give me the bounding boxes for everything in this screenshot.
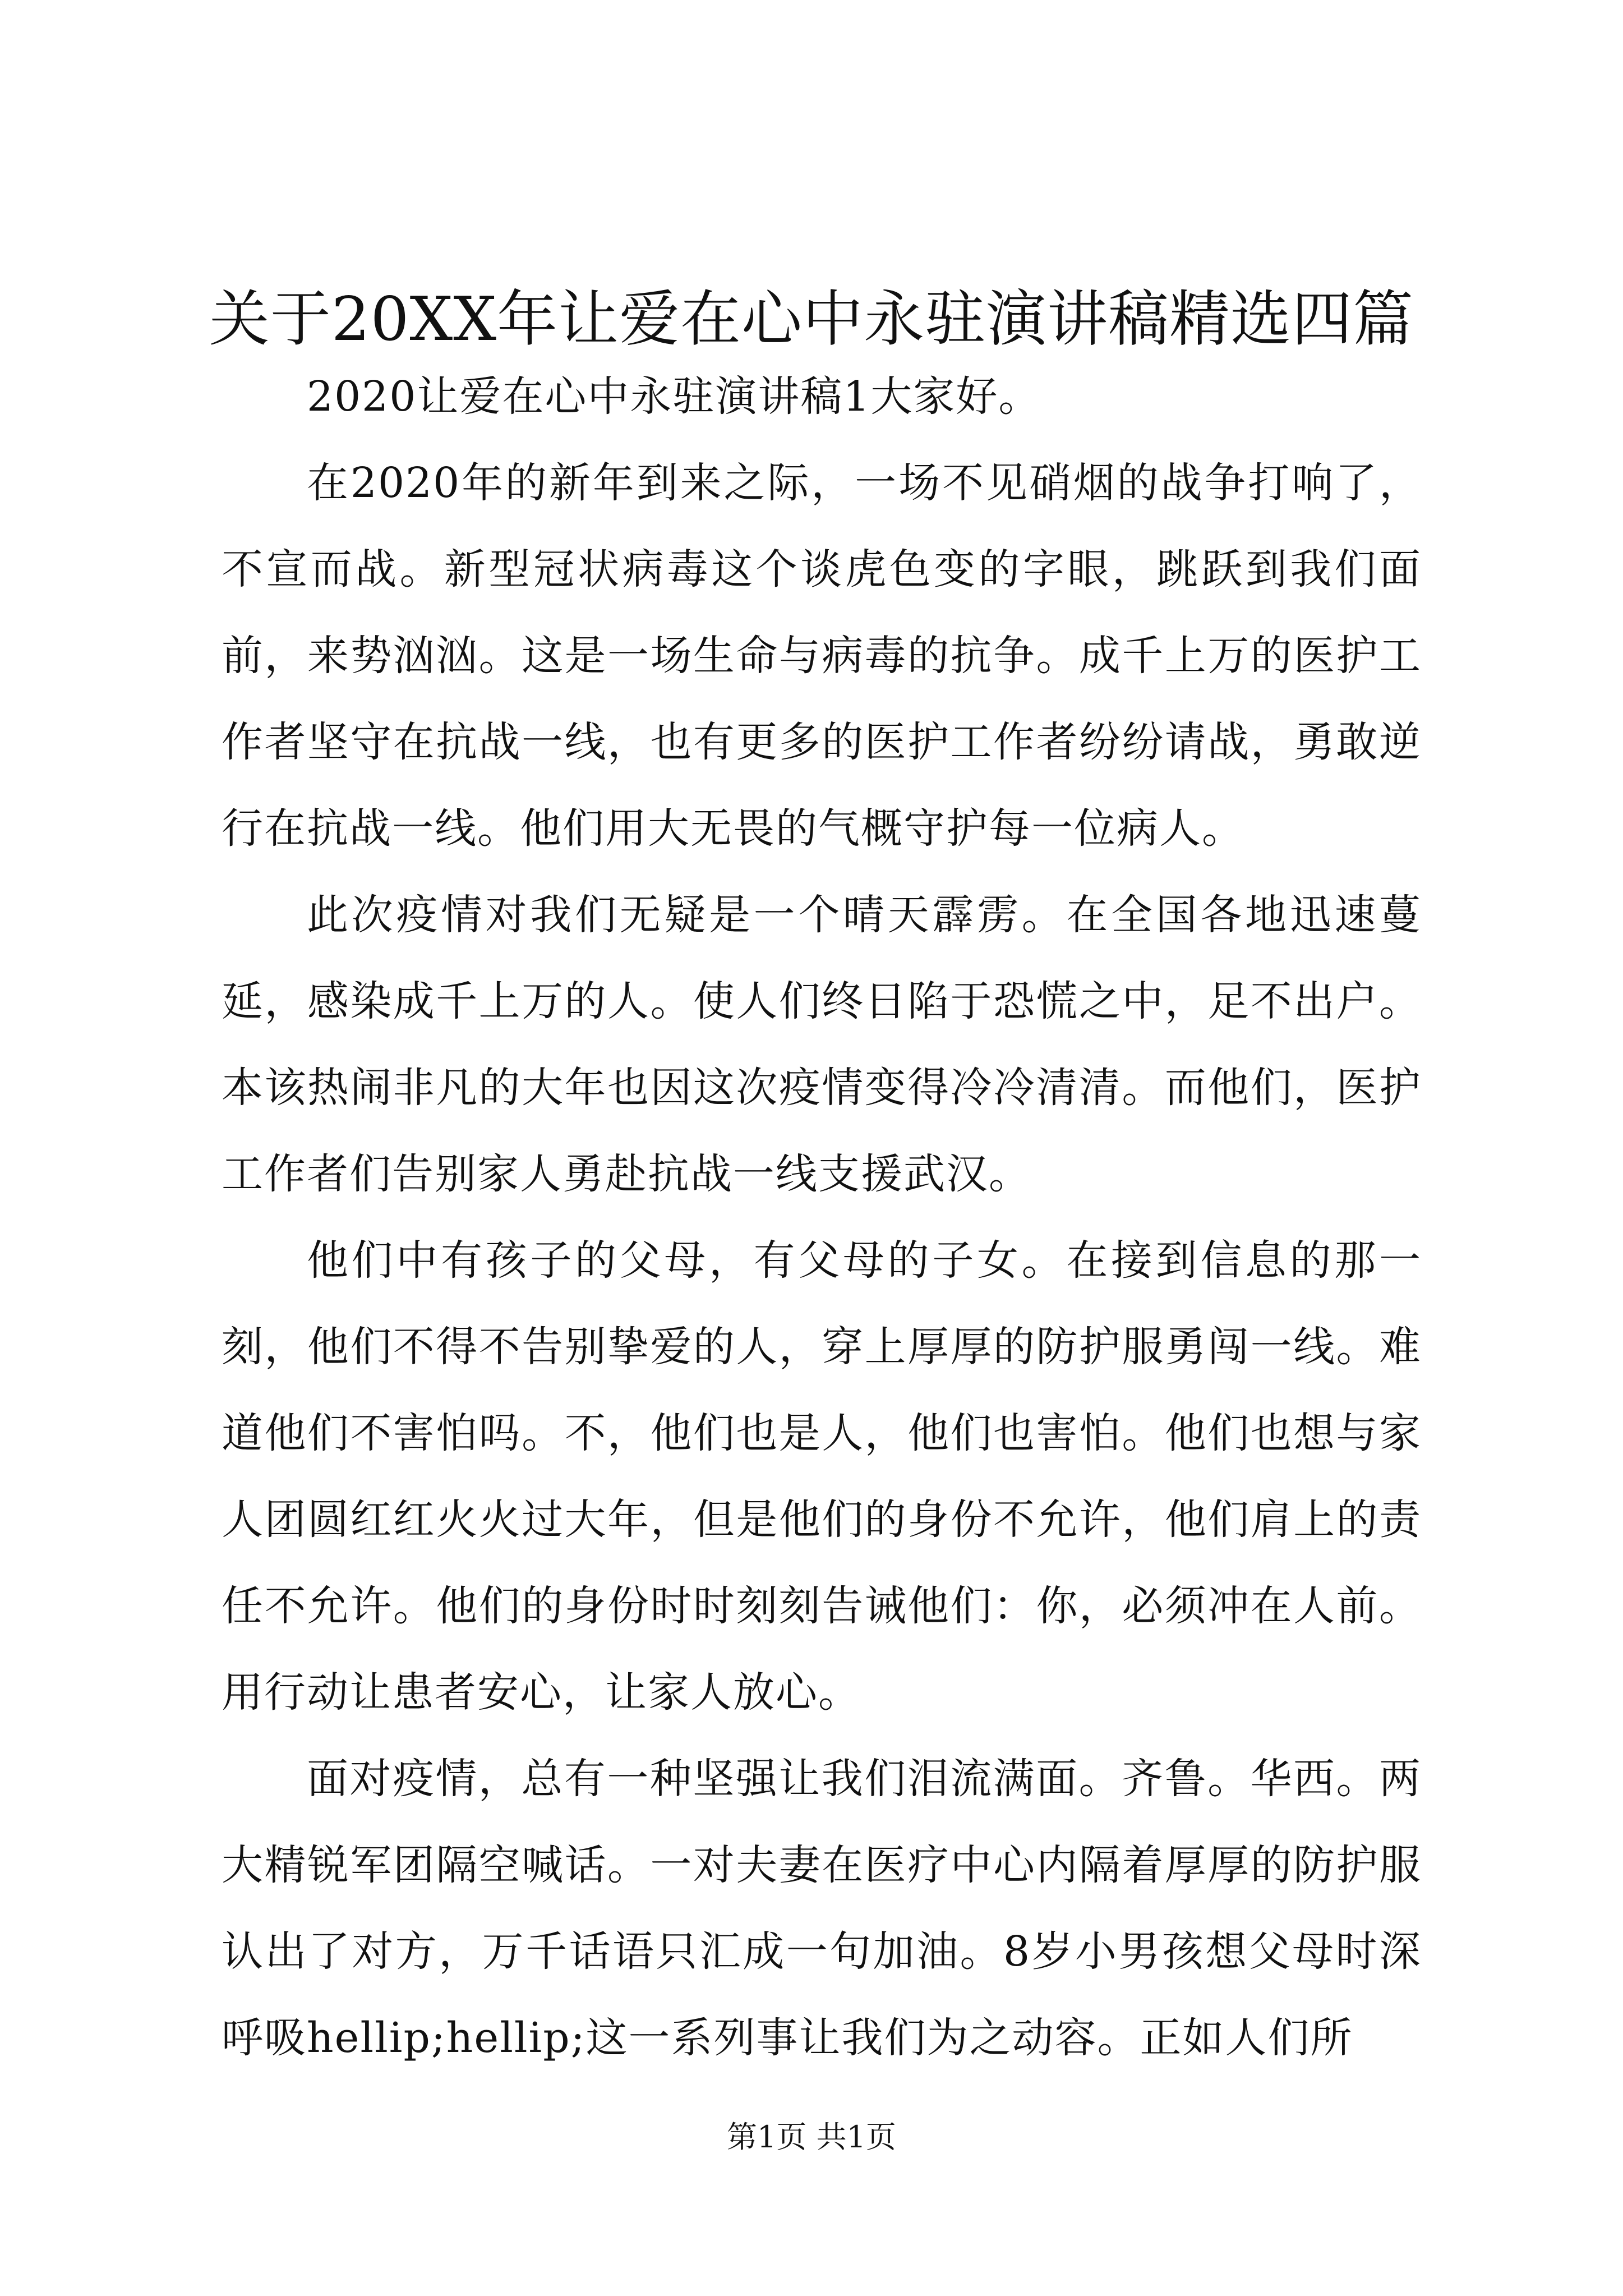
page-footer: 第1页 共1页 [727, 2119, 896, 2155]
document-body [222, 353, 1422, 2081]
paragraph-3: 此次疫情对我们无疑是一个晴天霹雳。在全国各地迅速蔓延，感染成千上万的人。使人们终日陷于恐慌之中，足不出户。本该热闹非凡的大年也因这次疫情变得冷冷清清。而他们，医护工作者们告别家人勇赴抗战一线支援武汉。 [222, 891, 1422, 1198]
paragraph-1: 2020让爱在心中永驻演讲稿1大家好。 [307, 372, 1041, 421]
paragraph-2: 在2020年的新年到来之际，一场不见硝烟的战争打响了，不宣而战。新型冠状病毒这个谈虎色变的字眼，跳跃到我们面前，来势汹汹。这是一场生命与病毒的抗争。成千上万的医护工作者坚守在抗战一线，也有更多的医护工作者纷纷请战，勇敢逆行在抗战一线。他们用大无畏的气概守护每一位病人。 [222, 459, 1422, 853]
document-title: 关于20XX年让爱在心中永驻演讲稿精选四篇 [209, 284, 1414, 355]
paragraph-5: 面对疫情，总有一种坚强让我们泪流满面。齐鲁。华西。两大精锐军团隔空喊话。一对夫妻在医疗中心内隔着厚厚的防护服认出了对方，万千话语只汇成一句加油。8岁小男孩想父母时深呼吸hellip;hellip;这一系列事让我们为之动容。正如人们所 [222, 1755, 1422, 2062]
paragraph-4: 他们中有孩子的父母，有父母的子女。在接到信息的那一刻，他们不得不告别挚爱的人，穿上厚厚的防护服勇闯一线。难道他们不害怕吗。不，他们也是人，他们也害怕。他们也想与家人团圆红红火火过大年，但是他们的身份不允许，他们肩上的责任不允许。他们的身份时时刻刻告诫他们：你，必须冲在人前。用行动让患者安心，让家人放心。 [222, 1236, 1422, 1717]
